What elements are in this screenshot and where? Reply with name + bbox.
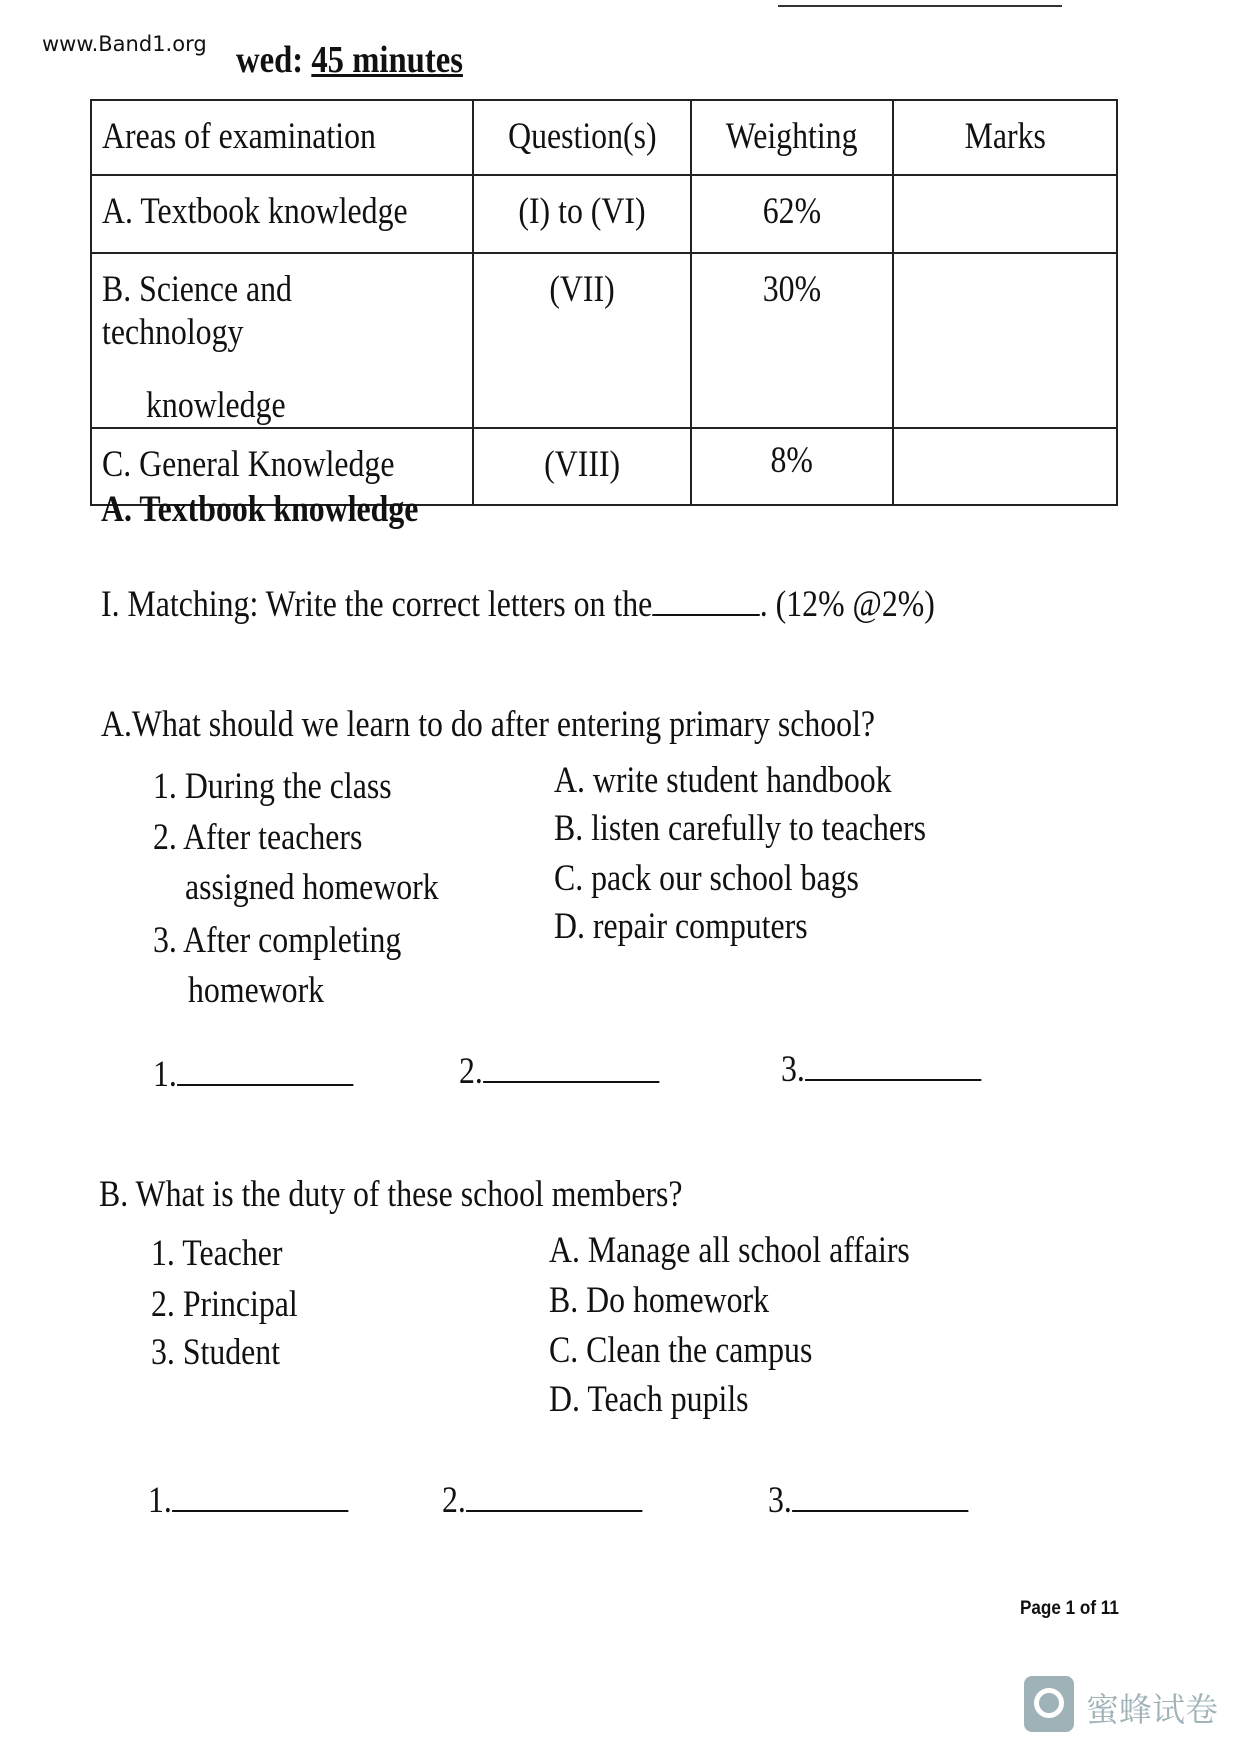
watermark-url: www.Band1.org (42, 32, 207, 56)
blank-line[interactable] (483, 1051, 659, 1083)
area-cell: C. General Knowledge (102, 444, 395, 485)
part-a-option: B. listen carefully to teachers (554, 808, 926, 849)
table-cell (473, 253, 691, 428)
header-cell (91, 100, 473, 175)
brand-logo-icon (1024, 1676, 1074, 1732)
part-b-option: B. Do homework (549, 1280, 770, 1321)
table-row (91, 253, 1117, 428)
answer-blank-2[interactable] (442, 1479, 642, 1523)
table-cell (91, 175, 473, 253)
time-label: wed: (236, 39, 312, 81)
table-cell (691, 253, 893, 428)
blank-line[interactable] (792, 1480, 968, 1512)
part-b-option: D. Teach pupils (549, 1379, 749, 1420)
answer-blank-2[interactable] (459, 1050, 659, 1094)
instruction (101, 583, 935, 627)
blank-label: 3. (781, 1049, 805, 1090)
table-cell (91, 253, 473, 428)
questions-cell: (I) to (VI) (518, 191, 646, 232)
part-a-option: A. write student handbook (554, 760, 892, 801)
table-cell (691, 428, 893, 505)
part-a-option: C. pack our school bags (554, 858, 859, 899)
brand-name: 蜜蜂试卷 (1086, 1690, 1218, 1729)
part-a-item: 3. After completing (153, 920, 402, 961)
blank-label: 1. (148, 1480, 172, 1521)
header-areas: Areas of examination (102, 116, 376, 157)
questions-cell: (VIII) (544, 444, 620, 485)
top-rule (778, 5, 1062, 7)
part-a-item: assigned homework (185, 867, 439, 908)
instruction-suffix: . (12% @2%) (759, 584, 935, 625)
section-title: A. Textbook knowledge (101, 489, 419, 530)
marks-cell (893, 253, 1117, 428)
marks-cell (893, 428, 1117, 505)
table-cell (473, 175, 691, 253)
part-b-item: 2. Principal (151, 1284, 298, 1325)
part-a-question: A.What should we learn to do after entering primary school? (101, 704, 876, 745)
blank-line[interactable] (466, 1480, 642, 1512)
time-allowed (236, 38, 463, 82)
answer-blank-3[interactable] (768, 1479, 968, 1523)
instruction-text: I. Matching: Write the correct letters on the (101, 584, 653, 625)
table-row (91, 175, 1117, 253)
table-cell (691, 175, 893, 253)
blank-label: 2. (442, 1480, 466, 1521)
time-value: 45 minutes (311, 39, 463, 81)
weighting-cell: 8% (770, 440, 814, 481)
answer-blank-1[interactable] (153, 1053, 353, 1097)
part-b-item: 3. Student (151, 1332, 281, 1373)
blank-line[interactable] (172, 1480, 348, 1512)
weighting-cell: 30% (762, 269, 822, 310)
answer-blank-1[interactable] (148, 1479, 348, 1523)
weighting-cell: 62% (762, 191, 822, 232)
header-cell (893, 100, 1117, 175)
blank-label: 3. (768, 1480, 792, 1521)
exam-areas-table (90, 99, 1118, 506)
part-b-option: A. Manage all school affairs (549, 1230, 910, 1271)
part-a-item: homework (188, 970, 325, 1011)
part-a-item: 2. After teachers (153, 817, 363, 858)
area-cell: A. Textbook knowledge (102, 191, 408, 232)
header-marks: Marks (964, 116, 1046, 157)
blank-label: 2. (459, 1051, 483, 1092)
part-a-option: D. repair computers (554, 906, 808, 947)
header-cell (691, 100, 893, 175)
table-cell (473, 428, 691, 505)
header-questions: Question(s) (507, 116, 657, 157)
blank-line[interactable] (177, 1054, 353, 1086)
table-header-row (91, 100, 1117, 175)
header-weighting: Weighting (726, 116, 858, 157)
area-cell-cont: knowledge (146, 385, 286, 426)
header-cell (473, 100, 691, 175)
page-number: Page 1 of 11 (1020, 1598, 1119, 1619)
instruction-blank (652, 584, 760, 616)
part-b-question: B. What is the duty of these school members? (99, 1174, 683, 1215)
part-a-item: 1. During the class (153, 766, 392, 807)
area-cell: B. Science and technology (102, 269, 292, 353)
part-b-option: C. Clean the campus (549, 1330, 813, 1371)
blank-line[interactable] (805, 1049, 981, 1081)
answer-blank-3[interactable] (781, 1048, 981, 1092)
part-b-item: 1. Teacher (151, 1233, 283, 1274)
blank-label: 1. (153, 1054, 177, 1095)
questions-cell: (VII) (549, 269, 615, 310)
marks-cell (893, 175, 1117, 253)
